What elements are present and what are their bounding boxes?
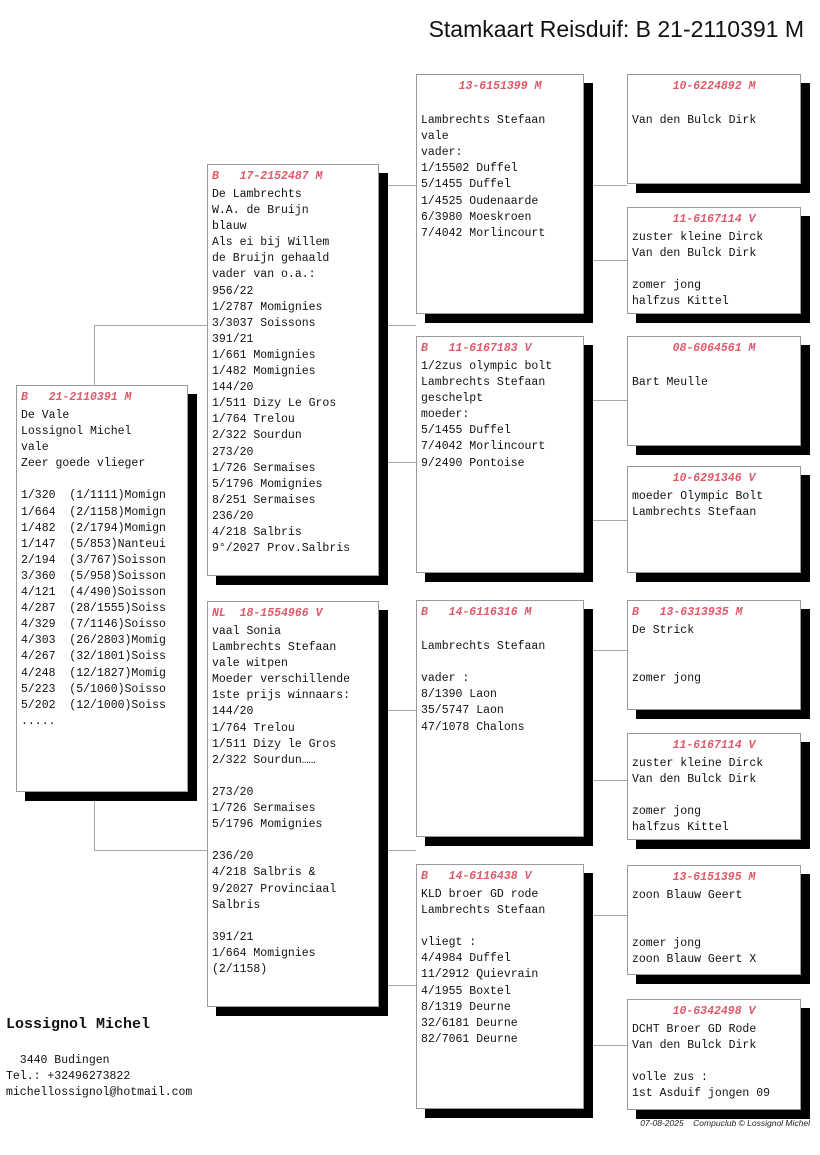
detail-line [421,97,579,113]
pedigree-card-mother [207,601,379,1007]
detail-line: 3/360 (5/958)Soisson [21,569,166,583]
detail-line: zomer jong [632,805,702,819]
pedigree-card-father [207,164,379,576]
detail-line: Van den Bulck Dirk [632,1039,757,1053]
detail-line: geschelpt [421,392,484,406]
owner-name: Lossignol Michel [6,1016,151,1033]
detail-line: 1ste prijs winnaars: [212,689,351,703]
pedigree-card-mmm [627,999,801,1110]
ring-number: B 13-6313935 M [632,606,743,619]
detail-line: 2/322 Sourdun…… [212,753,316,767]
detail-line: 2/194 (3/767)Soisson [21,553,166,567]
detail-line [212,833,374,849]
connector [584,520,627,521]
ring-number: 10-6224892 M [672,80,756,93]
detail-line: 391/21 [212,930,254,944]
card-details [212,624,374,978]
page-title: Stamkaart Reisduif: B 21-2110391 M [428,16,804,42]
card-details [632,756,796,836]
footer-date: 07-08-2025 [640,1118,684,1128]
ring-number: 11-6167114 V [672,213,756,226]
detail-line: 9°/2027 Prov.Salbris [212,542,351,556]
pedigree-card-fmf [627,336,801,446]
detail-line: Van den Bulck Dirk [632,773,757,787]
detail-line: 8/1390 Laon [421,688,497,702]
detail-line: 7/4042 Morlincourt [421,226,546,240]
detail-line: (2/1158) [212,962,268,976]
detail-line: 1/764 Trelou [212,413,295,427]
ring-number: 13-6151395 M [672,871,756,884]
detail-line: 1/726 Sermaises [212,461,316,475]
card-details [212,187,374,557]
detail-line: Van den Bulck Dirk [632,114,757,128]
footer-credit: Compuclub © Lossignol Michel [693,1118,810,1128]
detail-line [421,655,579,671]
detail-line: 35/5747 Laon [421,704,504,718]
detail-line: 3/3037 Soissons [212,316,316,330]
detail-line [632,1054,796,1070]
connector [584,400,627,401]
detail-line: 11/2912 Quievrain [421,968,539,982]
pedigree-card-fmm [627,466,801,573]
detail-line: 5/1455 Duffel [421,178,511,192]
detail-line: 1/4525 Oudenaarde [421,194,539,208]
detail-line: zuster kleine Dirck [632,757,764,770]
detail-line: blauw [212,220,247,234]
ring-number: 13-6151399 M [458,80,542,93]
owner-email: michellossignol@hotmail.com [6,1086,193,1099]
detail-line: zuster kleine Dirck [632,231,764,244]
ring-number: B 11-6167183 V [421,342,532,355]
detail-line: 236/20 [212,850,254,864]
detail-line: 391/21 [212,332,254,346]
detail-line: zoon Blauw Geert [632,889,743,902]
card-details [632,230,796,310]
detail-line: vaal Sonia [212,625,282,638]
ring-number: 10-6291346 V [672,472,756,485]
connector [584,650,627,651]
detail-line: 1/661 Momignies [212,348,316,362]
detail-line: 1/147 (5/853)Nanteui [21,537,166,551]
connector [379,325,416,326]
pedigree-card-mother-mother [416,864,584,1109]
card-details [421,623,579,736]
detail-line: zomer jong [632,937,702,951]
detail-line: Lambrechts Stefaan [421,114,546,128]
detail-line [632,920,796,936]
pedigree-card-subject [16,385,188,792]
connector [379,710,416,711]
ring-number: B 17-2152487 M [212,170,323,183]
detail-line: moeder: [421,408,470,422]
detail-line: volle zus : [632,1071,708,1085]
detail-line: Zeer goede vlieger [21,457,146,471]
detail-line: halfzus Kittel [632,295,729,309]
detail-line: 273/20 [212,785,254,799]
ring-number: B 14-6116438 V [421,870,532,883]
detail-line: vliegt : [421,936,477,950]
detail-line: 1/664 (2/1158)Momign [21,505,166,519]
ring-number: 11-6167114 V [672,739,756,752]
detail-line [632,97,796,113]
card-details [632,489,796,521]
card-details [632,888,796,968]
detail-line [421,623,579,639]
detail-line: 4/218 Salbris [212,525,302,539]
card-details [21,408,183,730]
detail-line: 5/1796 Momignies [212,477,323,491]
detail-line: KLD broer GD rode [421,888,539,901]
detail-line: 1/726 Sermaises [212,802,316,816]
detail-line: 8/1319 Deurne [421,1000,511,1014]
detail-line [632,262,796,278]
detail-line: Lossignol Michel [21,425,132,439]
detail-line: 273/20 [212,445,254,459]
pedigree-card-father-mother [416,336,584,573]
detail-line: 1/15502 Duffel [421,162,518,176]
detail-line: zoon Blauw Geert X [632,953,757,967]
connector [94,325,95,385]
detail-line: 82/7061 Deurne [421,1032,518,1046]
detail-line: 7/4042 Morlincourt [421,440,546,454]
detail-line: Moeder verschillende [212,673,351,687]
connector [94,792,95,850]
card-details [421,887,579,1048]
detail-line: 4/303 (26/2803)Momig [21,634,166,648]
ring-number: NL 18-1554966 V [212,607,323,620]
detail-line: halfzus Kittel [632,821,729,835]
detail-line: 4/4984 Duffel [421,952,511,966]
detail-line: zomer jong [632,279,702,293]
detail-line: 5/202 (12/1000)Soiss [21,698,166,712]
detail-line: W.A. de Bruijn [212,204,309,218]
connector [379,985,416,986]
connector [94,325,207,326]
connector [379,850,416,851]
detail-line: vale [21,441,49,455]
detail-line: 144/20 [212,381,254,395]
detail-line: 4/1955 Boxtel [421,984,511,998]
detail-line: 1/2787 Momignies [212,300,323,314]
detail-line: 9/2027 Provinciaal [212,882,337,896]
card-details [632,1022,796,1102]
detail-line [212,769,374,785]
detail-line: 1/511 Dizy le Gros [212,737,337,751]
connector [584,185,627,186]
detail-line: vale [421,130,449,144]
connector [584,780,627,781]
pedigree-card-mother-father [416,600,584,837]
detail-line: 4/248 (12/1827)Momig [21,666,166,680]
detail-line: 5/1796 Momignies [212,818,323,832]
detail-line: 1st Asduif jongen 09 [632,1087,771,1101]
ring-number: B 21-2110391 M [21,391,132,404]
detail-line: 5/223 (5/1060)Soisso [21,682,166,696]
detail-line: vader: [421,146,463,160]
owner-phone: Tel.: +32496273822 [6,1070,131,1083]
detail-line: ..... [21,714,56,728]
detail-line [421,919,579,935]
footer [520,1118,810,1128]
detail-line: 47/1078 Chalons [421,720,525,734]
detail-line [21,472,183,488]
detail-line: Lambrechts Stefaan [421,640,546,654]
detail-line: DCHT Broer GD Rode [632,1023,757,1036]
detail-line: Als ei bij Willem [212,236,330,250]
detail-line: 1/482 Momignies [212,365,316,379]
ring-number: 10-6342498 V [672,1005,756,1018]
detail-line: Bart Meulle [632,376,708,390]
detail-line: 5/1455 Duffel [421,424,511,438]
detail-line: moeder Olympic Bolt [632,490,764,503]
detail-line: De Vale [21,409,70,422]
connector [379,462,416,463]
pedigree-card-mfm [627,733,801,840]
detail-line: 4/121 (4/490)Soisson [21,586,166,600]
pedigree-card-fff [627,74,801,184]
detail-line: 956/22 [212,284,254,298]
detail-line: vale witpen [212,657,288,671]
card-details [632,97,796,129]
detail-line: 32/6181 Deurne [421,1016,518,1030]
connector [94,850,207,851]
pedigree-card-mmf [627,865,801,975]
detail-line: 1/764 Trelou [212,721,295,735]
owner-address: 3440 Budingen [6,1054,110,1067]
detail-line: de Bruijn gehaald [212,252,330,266]
detail-line: Lambrechts Stefaan [212,641,337,655]
detail-line: zomer jong [632,672,702,686]
detail-line [632,655,796,671]
detail-line: 1/2zus olympic bolt [421,360,553,373]
detail-line: Salbris [212,898,261,912]
detail-line: 1/482 (2/1794)Momign [21,521,166,535]
detail-line [632,639,796,655]
pedigree-card-mff [627,600,801,710]
detail-line [212,914,374,930]
detail-line: 9/2490 Pontoise [421,456,525,470]
connector [379,185,416,186]
card-details [632,359,796,391]
detail-line: 1/511 Dizy Le Gros [212,397,337,411]
detail-line: 4/287 (28/1555)Soiss [21,602,166,616]
detail-line: Lambrechts Stefaan [421,904,546,918]
detail-line [632,359,796,375]
ring-number: B 14-6116316 M [421,606,532,619]
detail-line: 1/664 Momignies [212,946,316,960]
detail-line: 236/20 [212,509,254,523]
detail-line: Lambrechts Stefaan [421,376,546,390]
connector [584,1045,627,1046]
detail-line: 144/20 [212,705,254,719]
detail-line: 1/320 (1/1111)Momign [21,489,166,503]
detail-line [632,904,796,920]
owner-details [6,1053,192,1101]
connector [584,915,627,916]
card-details [632,623,796,687]
detail-line: De Lambrechts [212,188,302,201]
detail-line: 4/329 (7/1146)Soisso [21,618,166,632]
detail-line: 8/251 Sermaises [212,493,316,507]
detail-line: 4/267 (32/1801)Soiss [21,650,166,664]
detail-line: 6/3980 Moeskroen [421,210,532,224]
pedigree-card-ffm [627,207,801,314]
card-details [421,97,579,242]
detail-line: 4/218 Salbris & [212,866,316,880]
detail-line: De Strick [632,624,695,637]
pedigree-card-father-father [416,74,584,314]
detail-line: vader : [421,672,470,686]
connector [584,260,627,261]
detail-line: Lambrechts Stefaan [632,506,757,520]
ring-number: 08-6064561 M [672,342,756,355]
detail-line [632,788,796,804]
detail-line: Van den Bulck Dirk [632,247,757,261]
detail-line: 2/322 Sourdun [212,429,302,443]
detail-line: vader van o.a.: [212,268,316,282]
card-details [421,359,579,472]
